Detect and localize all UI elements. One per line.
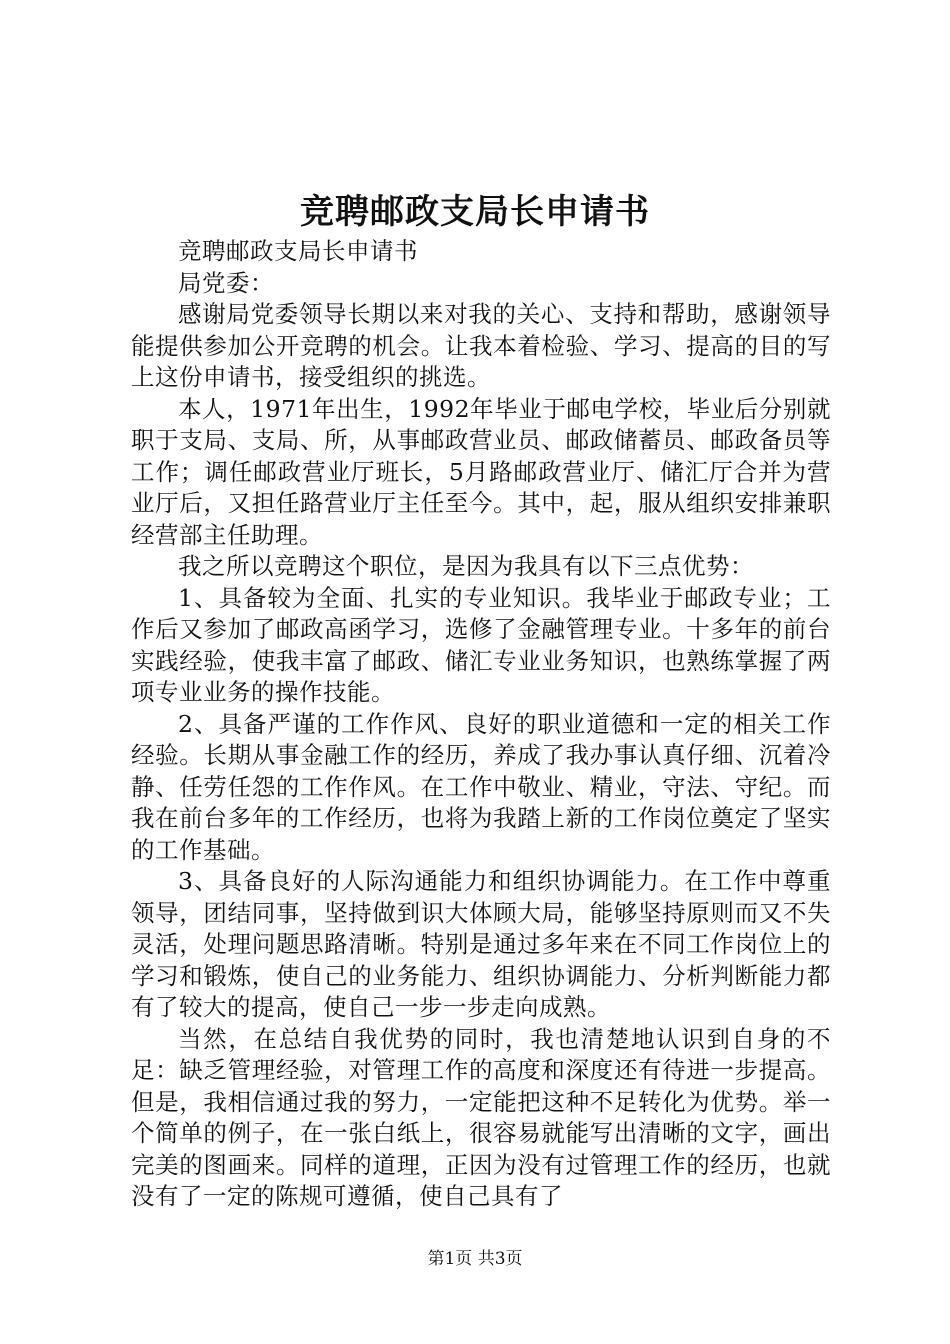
document-body [131,236,831,1213]
body-paragraph: 局党委： [178,268,274,297]
body-paragraph: 我之所以竞聘这个职位，是因为我具有以下三点优势： [178,552,754,580]
body-paragraph: 感谢局党委领导长期以来对我的关心、支持和帮助，感谢领导能提供参加公开竞聘的机会。让我本着检验、学习、提高的目的写上这份申请书，接受组织的挑选。 [131,300,831,391]
body-paragraph: 当然，在总结自我优势的同时，我也清楚地认识到自身的不足：缺乏管理经验，对管理工作的高度和深度还有待进一步提高。但是，我相信通过我的努力，一定能把这种不足转化为优势。举一个简单的例子，在一张白纸上，很容易就能写出清晰的文字，画出完美的图画来。同样的道理，正因为没有过管理工作的经历，也就没有了一定的陈规可遵循，使自己具有了 [131,1024,831,1210]
document-title: 竞聘邮政支局长申请书 [300,192,650,232]
body-paragraph: 1、具备较为全面、扎实的专业知识。我毕业于邮政专业；工作后又参加了邮政高函学习，选修了金融管理专业。十多年的前台实践经验，使我丰富了邮政、储汇专业业务知识，也熟练掌握了两项专业业务的操作技能。 [131,583,831,706]
body-paragraph: 本人，1971年出生，1992年毕业于邮电学校，毕业后分别就职于支局、支局、所，从事邮政营业员、邮政储蓄员、邮政备员等工作；调任邮政营业厅班长，5月路邮政营业厅、储汇厅合并为营业厅后，又担任路营业厅主任至今。其中，起，服从组织安排兼职经营部主任助理。 [131,394,831,549]
body-paragraph: 2、具备严谨的工作作风、良好的职业道德和一定的相关工作经验。长期从事金融工作的经历，养成了我办事认真仔细、沉着冷静、任劳任怨的工作作风。在工作中敬业、精业，守法、守纪。而我在前台多年的工作经历，也将为我踏上新的工作岗位奠定了坚实的工作基础。 [131,709,831,864]
body-paragraph: 竞聘邮政支局长申请书 [178,237,418,265]
page-number-footer: 第1页 共3页 [427,1249,523,1269]
body-paragraph: 3、具备良好的人际沟通能力和组织协调能力。在工作中尊重领导，团结同事，坚持做到识大体顾大局，能够坚持原则而又不失灵活，处理问题思路清晰。特别是通过多年来在不同工作岗位上的学习和锻炼，使自己的业务能力、组织协调能力、分析判断能力都有了较大的提高，使自己一步一步走向成熟。 [131,867,831,1021]
